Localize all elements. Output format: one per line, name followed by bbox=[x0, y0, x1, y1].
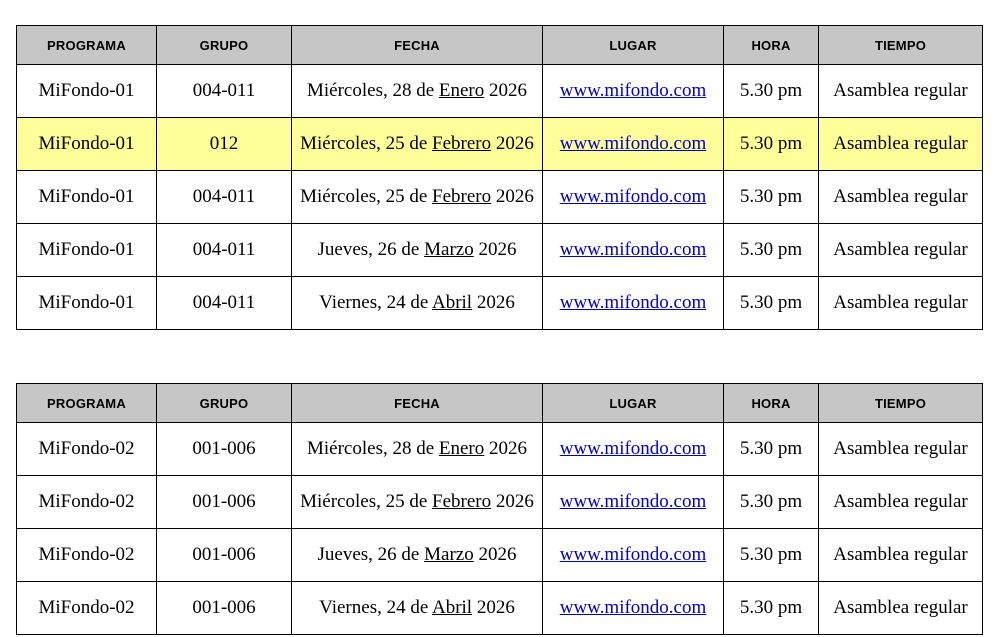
table-2-header bbox=[17, 384, 983, 423]
lugar-link[interactable]: www.mifondo.com bbox=[559, 597, 707, 618]
fecha-month: Febrero bbox=[432, 133, 492, 154]
cell-grupo: 004-011 bbox=[157, 171, 292, 224]
cell-lugar bbox=[543, 423, 724, 476]
cell-grupo: 004-011 bbox=[157, 65, 292, 118]
table-2-body bbox=[17, 423, 983, 635]
lugar-link[interactable]: www.mifondo.com bbox=[559, 491, 707, 512]
cell-programa: MiFondo-01 bbox=[17, 118, 157, 171]
cell-lugar bbox=[543, 582, 724, 635]
cell-tiempo: Asamblea regular bbox=[819, 171, 983, 224]
cell-lugar bbox=[543, 529, 724, 582]
fecha-month: Abril bbox=[431, 597, 473, 618]
lugar-link[interactable]: www.mifondo.com bbox=[559, 438, 707, 459]
cell-grupo: 012 bbox=[157, 118, 292, 171]
cell-tiempo: Asamblea regular bbox=[819, 476, 983, 529]
cell-lugar bbox=[543, 476, 724, 529]
cell-fecha bbox=[292, 476, 543, 529]
cell-programa: MiFondo-01 bbox=[17, 277, 157, 330]
cell-hora: 5.30 pm bbox=[724, 118, 819, 171]
cell-lugar bbox=[543, 118, 724, 171]
fecha-year: 2026 bbox=[484, 80, 528, 101]
cell-programa: MiFondo-01 bbox=[17, 65, 157, 118]
cell-tiempo: Asamblea regular bbox=[819, 224, 983, 277]
fecha-prefix: Miércoles, 25 de bbox=[300, 133, 433, 154]
fecha-year: 2026 bbox=[491, 133, 534, 154]
fecha-year: 2026 bbox=[472, 292, 515, 313]
schedule-table-2 bbox=[16, 383, 983, 635]
fecha-prefix: Jueves, 26 de bbox=[317, 544, 425, 565]
table-row bbox=[17, 118, 983, 171]
column-header-fecha: FECHA bbox=[292, 384, 543, 423]
cell-programa: MiFondo-02 bbox=[17, 582, 157, 635]
column-header-grupo: GRUPO bbox=[157, 26, 292, 65]
cell-tiempo: Asamblea regular bbox=[819, 529, 983, 582]
column-header-grupo: GRUPO bbox=[157, 384, 292, 423]
column-header-lugar: LUGAR bbox=[543, 26, 724, 65]
cell-fecha bbox=[292, 118, 543, 171]
fecha-month: Marzo bbox=[424, 544, 474, 565]
cell-fecha bbox=[292, 582, 543, 635]
cell-hora: 5.30 pm bbox=[724, 65, 819, 118]
cell-programa: MiFondo-01 bbox=[17, 224, 157, 277]
table-header-row bbox=[17, 384, 983, 423]
fecha-prefix: Viernes, 24 de bbox=[319, 292, 432, 313]
column-header-hora: HORA bbox=[724, 26, 819, 65]
lugar-link[interactable]: www.mifondo.com bbox=[559, 80, 707, 101]
cell-fecha bbox=[292, 171, 543, 224]
fecha-prefix: Miércoles, 28 de bbox=[306, 438, 439, 459]
cell-fecha bbox=[292, 529, 543, 582]
table-row bbox=[17, 582, 983, 635]
cell-fecha bbox=[292, 277, 543, 330]
cell-programa: MiFondo-02 bbox=[17, 423, 157, 476]
fecha-year: 2026 bbox=[472, 597, 515, 618]
cell-hora: 5.30 pm bbox=[724, 582, 819, 635]
table-row bbox=[17, 529, 983, 582]
table-1-header bbox=[17, 26, 983, 65]
column-header-hora: HORA bbox=[724, 384, 819, 423]
fecha-prefix: Viernes, 24 de bbox=[319, 597, 432, 618]
cell-programa: MiFondo-02 bbox=[17, 476, 157, 529]
fecha-month: Enero bbox=[438, 80, 485, 101]
cell-lugar bbox=[543, 65, 724, 118]
fecha-month: Febrero bbox=[432, 491, 492, 512]
cell-grupo: 001-006 bbox=[157, 423, 292, 476]
cell-fecha bbox=[292, 224, 543, 277]
fecha-prefix: Miércoles, 28 de bbox=[306, 80, 439, 101]
column-header-programa: PROGRAMA bbox=[17, 26, 157, 65]
column-header-fecha: FECHA bbox=[292, 26, 543, 65]
lugar-link[interactable]: www.mifondo.com bbox=[559, 292, 707, 313]
column-header-lugar: LUGAR bbox=[543, 384, 724, 423]
cell-grupo: 001-006 bbox=[157, 529, 292, 582]
schedule-table-1-wrapper bbox=[16, 25, 982, 330]
fecha-month: Marzo bbox=[424, 239, 474, 260]
cell-tiempo: Asamblea regular bbox=[819, 277, 983, 330]
cell-fecha bbox=[292, 423, 543, 476]
fecha-year: 2026 bbox=[491, 491, 534, 512]
cell-tiempo: Asamblea regular bbox=[819, 118, 983, 171]
fecha-prefix: Miércoles, 25 de bbox=[300, 491, 433, 512]
table-row bbox=[17, 65, 983, 118]
table-1-body bbox=[17, 65, 983, 330]
lugar-link[interactable]: www.mifondo.com bbox=[559, 186, 707, 207]
cell-programa: MiFondo-02 bbox=[17, 529, 157, 582]
lugar-link[interactable]: www.mifondo.com bbox=[559, 239, 707, 260]
column-header-tiempo: TIEMPO bbox=[819, 384, 983, 423]
cell-grupo: 004-011 bbox=[157, 277, 292, 330]
fecha-prefix: Jueves, 26 de bbox=[317, 239, 425, 260]
table-row bbox=[17, 277, 983, 330]
fecha-year: 2026 bbox=[473, 239, 517, 260]
cell-lugar bbox=[543, 277, 724, 330]
cell-lugar bbox=[543, 171, 724, 224]
table-row bbox=[17, 224, 983, 277]
cell-hora: 5.30 pm bbox=[724, 476, 819, 529]
column-header-programa: PROGRAMA bbox=[17, 384, 157, 423]
cell-tiempo: Asamblea regular bbox=[819, 423, 983, 476]
cell-tiempo: Asamblea regular bbox=[819, 65, 983, 118]
cell-tiempo: Asamblea regular bbox=[819, 582, 983, 635]
cell-grupo: 001-006 bbox=[157, 582, 292, 635]
table-row bbox=[17, 171, 983, 224]
fecha-year: 2026 bbox=[484, 438, 528, 459]
fecha-month: Febrero bbox=[432, 186, 492, 207]
cell-hora: 5.30 pm bbox=[724, 529, 819, 582]
cell-hora: 5.30 pm bbox=[724, 277, 819, 330]
cell-grupo: 001-006 bbox=[157, 476, 292, 529]
cell-programa: MiFondo-01 bbox=[17, 171, 157, 224]
cell-hora: 5.30 pm bbox=[724, 224, 819, 277]
column-header-tiempo: TIEMPO bbox=[819, 26, 983, 65]
schedule-table-2-wrapper bbox=[16, 383, 982, 635]
cell-fecha bbox=[292, 65, 543, 118]
fecha-month: Abril bbox=[431, 292, 473, 313]
fecha-month: Enero bbox=[438, 438, 485, 459]
schedule-table-1 bbox=[16, 25, 983, 330]
fecha-year: 2026 bbox=[491, 186, 534, 207]
table-row bbox=[17, 476, 983, 529]
cell-hora: 5.30 pm bbox=[724, 171, 819, 224]
cell-lugar bbox=[543, 224, 724, 277]
fecha-year: 2026 bbox=[473, 544, 517, 565]
cell-grupo: 004-011 bbox=[157, 224, 292, 277]
table-header-row bbox=[17, 26, 983, 65]
lugar-link[interactable]: www.mifondo.com bbox=[559, 544, 707, 565]
lugar-link[interactable]: www.mifondo.com bbox=[559, 133, 707, 154]
cell-hora: 5.30 pm bbox=[724, 423, 819, 476]
table-row bbox=[17, 423, 983, 476]
fecha-prefix: Miércoles, 25 de bbox=[300, 186, 433, 207]
